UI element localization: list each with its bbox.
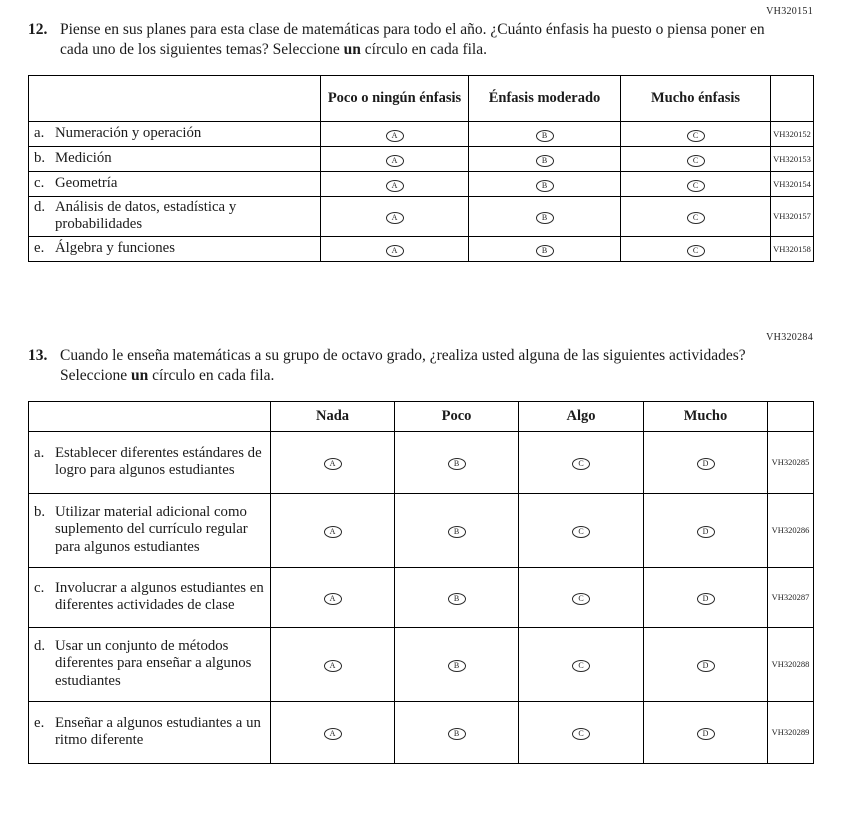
row-letter: c. bbox=[34, 579, 45, 596]
response-bubble-b[interactable]: B bbox=[448, 526, 466, 538]
column-header-poco: Poco bbox=[395, 401, 519, 431]
option-cell bbox=[395, 493, 519, 567]
response-bubble-c[interactable]: C bbox=[572, 660, 590, 672]
question-12-text-after: círculo en cada fila. bbox=[360, 40, 487, 58]
row-code: VH320157 bbox=[771, 196, 814, 237]
row-text: Usar un conjunto de métodos diferentes para enseñar a algunos estudiantes bbox=[55, 637, 252, 690]
row-text: Álgebra y funciones bbox=[55, 240, 175, 257]
row-label bbox=[29, 431, 271, 493]
option-cell bbox=[519, 493, 644, 567]
response-bubble-c[interactable]: C bbox=[687, 212, 705, 224]
table-row bbox=[29, 567, 814, 627]
row-code: VH320152 bbox=[771, 121, 814, 146]
row-code: VH320154 bbox=[771, 171, 814, 196]
column-header-nada: Nada bbox=[271, 401, 395, 431]
option-cell bbox=[321, 237, 469, 262]
row-label bbox=[29, 196, 321, 237]
question-13-number: 13. bbox=[28, 347, 48, 365]
option-cell bbox=[519, 701, 644, 763]
table-row bbox=[29, 627, 814, 701]
option-cell bbox=[644, 701, 768, 763]
table-row bbox=[29, 701, 814, 763]
row-text: Involucrar a algunos estudiantes en diferentes actividades de clase bbox=[55, 579, 264, 614]
row-label bbox=[29, 121, 321, 146]
row-code: VH320285 bbox=[768, 431, 814, 493]
column-header-moderado: Énfasis moderado bbox=[469, 75, 621, 121]
option-cell bbox=[621, 121, 771, 146]
option-cell bbox=[321, 171, 469, 196]
response-bubble-c[interactable]: C bbox=[687, 180, 705, 192]
response-bubble-a[interactable]: A bbox=[324, 728, 342, 740]
row-label bbox=[29, 237, 321, 262]
row-text: Geometría bbox=[55, 174, 118, 191]
option-cell bbox=[469, 237, 621, 262]
column-header-mucho: Mucho bbox=[644, 401, 768, 431]
header-row bbox=[29, 75, 814, 121]
row-letter: a. bbox=[34, 444, 45, 461]
response-bubble-b[interactable]: B bbox=[448, 593, 466, 605]
response-bubble-b[interactable]: B bbox=[536, 245, 554, 257]
response-bubble-c[interactable]: C bbox=[572, 526, 590, 538]
question-12-code: VH320151 bbox=[766, 6, 813, 17]
option-cell bbox=[271, 701, 395, 763]
option-cell bbox=[321, 196, 469, 237]
table-row bbox=[29, 493, 814, 567]
response-bubble-a[interactable]: A bbox=[324, 458, 342, 470]
row-code: VH320153 bbox=[771, 146, 814, 171]
response-bubble-c[interactable]: C bbox=[687, 245, 705, 257]
question-12 bbox=[28, 20, 813, 60]
question-12-number: 12. bbox=[28, 21, 48, 38]
question-13-text-after: círculo en cada fila. bbox=[148, 366, 275, 384]
response-bubble-b[interactable]: B bbox=[536, 212, 554, 224]
question-13 bbox=[28, 346, 813, 386]
row-letter: e. bbox=[34, 714, 45, 731]
option-cell bbox=[395, 431, 519, 493]
empty-header-cell bbox=[29, 75, 321, 121]
header-row bbox=[29, 401, 814, 431]
row-code: VH320287 bbox=[768, 567, 814, 627]
question-13-text-before: Cuando le enseña matemáticas a su grupo de octavo grado, ¿realiza usted alguna de las siguientes actividades? Seleccione bbox=[60, 347, 746, 384]
column-header-mucho: Mucho énfasis bbox=[621, 75, 771, 121]
row-text: Análisis de datos, estadística y probabilidades bbox=[55, 198, 237, 233]
option-cell bbox=[621, 171, 771, 196]
table-row bbox=[29, 146, 814, 171]
response-bubble-a[interactable]: A bbox=[324, 660, 342, 672]
option-cell bbox=[644, 493, 768, 567]
response-bubble-c[interactable]: C bbox=[572, 728, 590, 740]
response-bubble-a[interactable]: A bbox=[386, 130, 404, 142]
response-bubble-b[interactable]: B bbox=[448, 728, 466, 740]
empty-header-cell bbox=[29, 401, 271, 431]
row-code: VH320158 bbox=[771, 237, 814, 262]
row-letter: e. bbox=[34, 240, 45, 257]
option-cell bbox=[271, 567, 395, 627]
question-12-text-bold: un bbox=[343, 40, 361, 58]
row-text: Enseñar a algunos estudiantes a un ritmo diferente bbox=[55, 714, 261, 749]
response-bubble-c[interactable]: C bbox=[687, 130, 705, 142]
option-cell bbox=[271, 431, 395, 493]
response-bubble-d[interactable]: D bbox=[697, 593, 715, 605]
option-cell bbox=[519, 431, 644, 493]
row-code: VH320286 bbox=[768, 493, 814, 567]
row-letter: a. bbox=[34, 124, 45, 141]
option-cell bbox=[271, 493, 395, 567]
option-cell bbox=[469, 146, 621, 171]
response-bubble-d[interactable]: D bbox=[697, 728, 715, 740]
row-letter: d. bbox=[34, 198, 46, 215]
question-12-table bbox=[28, 75, 814, 263]
question-13-code: VH320284 bbox=[766, 332, 813, 344]
row-label bbox=[29, 567, 271, 627]
option-cell bbox=[621, 196, 771, 237]
row-text: Numeración y operación bbox=[55, 124, 202, 141]
option-cell bbox=[644, 431, 768, 493]
row-letter: c. bbox=[34, 174, 45, 191]
option-cell bbox=[321, 121, 469, 146]
option-cell bbox=[621, 237, 771, 262]
row-label bbox=[29, 171, 321, 196]
response-bubble-b[interactable]: B bbox=[536, 180, 554, 192]
question-13-text bbox=[60, 346, 772, 386]
question-12-text-before: Piense en sus planes para esta clase de matemáticas para todo el año. ¿Cuánto énfasis ha puesto o piensa poner en cada uno de los siguientes temas? Seleccione bbox=[60, 21, 765, 58]
response-bubble-a[interactable]: A bbox=[386, 180, 404, 192]
response-bubble-a[interactable]: A bbox=[386, 155, 404, 167]
row-text: Medición bbox=[55, 149, 112, 166]
row-text: Establecer diferentes estándares de logro para algunos estudiantes bbox=[55, 444, 262, 479]
row-label bbox=[29, 627, 271, 701]
option-cell bbox=[469, 121, 621, 146]
response-bubble-b[interactable]: B bbox=[448, 458, 466, 470]
option-cell bbox=[395, 627, 519, 701]
option-cell bbox=[519, 627, 644, 701]
row-label bbox=[29, 493, 271, 567]
response-bubble-a[interactable]: A bbox=[324, 526, 342, 538]
row-label bbox=[29, 146, 321, 171]
table-row bbox=[29, 431, 814, 493]
question-13-table bbox=[28, 401, 814, 764]
table-row bbox=[29, 237, 814, 262]
response-bubble-a[interactable]: A bbox=[386, 212, 404, 224]
row-letter: b. bbox=[34, 503, 46, 520]
response-bubble-b[interactable]: B bbox=[448, 660, 466, 672]
response-bubble-c[interactable]: C bbox=[572, 593, 590, 605]
response-bubble-d[interactable]: D bbox=[697, 526, 715, 538]
row-letter: b. bbox=[34, 149, 46, 166]
row-code: VH320289 bbox=[768, 701, 814, 763]
option-cell bbox=[469, 196, 621, 237]
table-row bbox=[29, 171, 814, 196]
column-header-algo: Algo bbox=[519, 401, 644, 431]
table-row bbox=[29, 196, 814, 237]
option-cell bbox=[321, 146, 469, 171]
empty-header-cell bbox=[771, 75, 814, 121]
option-cell bbox=[621, 146, 771, 171]
option-cell bbox=[644, 567, 768, 627]
option-cell bbox=[469, 171, 621, 196]
response-bubble-d[interactable]: D bbox=[697, 660, 715, 672]
row-label bbox=[29, 701, 271, 763]
option-cell bbox=[644, 627, 768, 701]
question-13-text-bold: un bbox=[131, 366, 149, 384]
column-header-poco: Poco o ningún énfasis bbox=[321, 75, 469, 121]
empty-header-cell bbox=[768, 401, 814, 431]
response-bubble-b[interactable]: B bbox=[536, 155, 554, 167]
row-text: Utilizar material adicional como suplemento del currículo regular para algunos estudiantes bbox=[55, 503, 248, 556]
table-row bbox=[29, 121, 814, 146]
response-bubble-a[interactable]: A bbox=[386, 245, 404, 257]
option-cell bbox=[395, 701, 519, 763]
response-bubble-c[interactable]: C bbox=[687, 155, 705, 167]
row-letter: d. bbox=[34, 637, 46, 654]
option-cell bbox=[271, 627, 395, 701]
option-cell bbox=[519, 567, 644, 627]
response-bubble-b[interactable]: B bbox=[536, 130, 554, 142]
question-12-text bbox=[60, 20, 772, 60]
response-bubble-d[interactable]: D bbox=[697, 458, 715, 470]
option-cell bbox=[395, 567, 519, 627]
response-bubble-a[interactable]: A bbox=[324, 593, 342, 605]
row-code: VH320288 bbox=[768, 627, 814, 701]
response-bubble-c[interactable]: C bbox=[572, 458, 590, 470]
